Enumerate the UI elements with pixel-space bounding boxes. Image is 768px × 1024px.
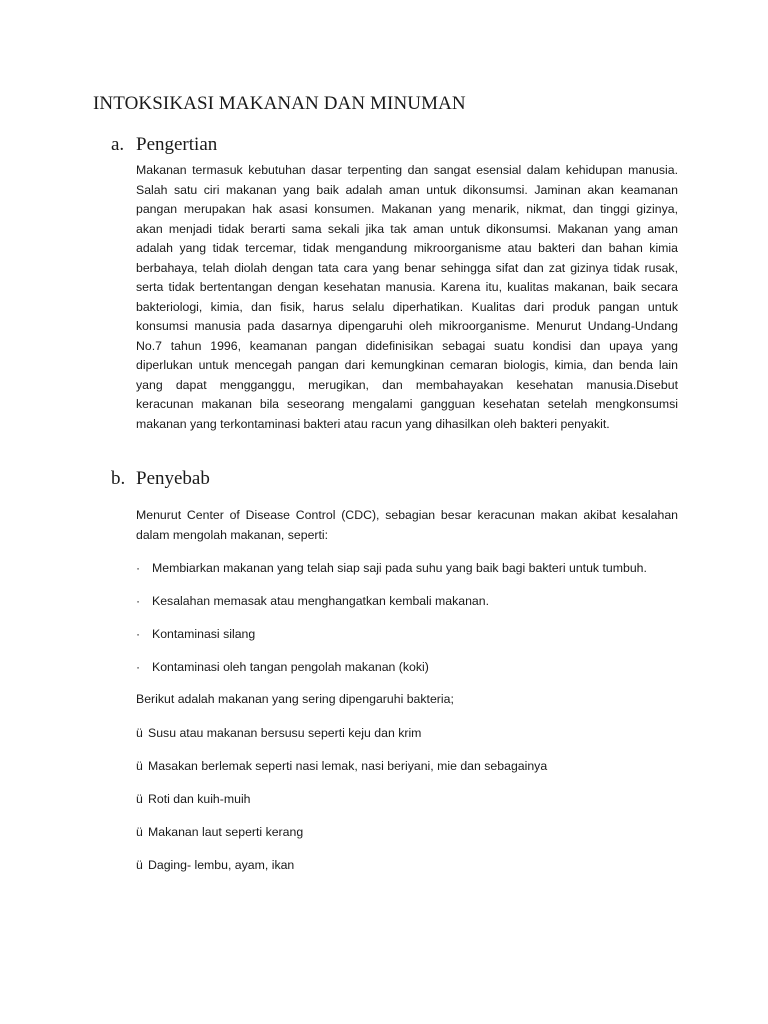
checkmark-icon: ü bbox=[136, 825, 143, 839]
paragraph-line: akan menjadi tidak berarti sama sekali jika tak aman untuk dikonsumsi. Makanan yang aman bbox=[136, 221, 678, 236]
list-item-text: Membiarkan makanan yang telah siap saji pada suhu yang baik bagi bakteri untuk tumbuh. bbox=[152, 561, 647, 575]
list-item bbox=[136, 825, 303, 839]
bullet-icon: · bbox=[136, 561, 141, 575]
list-item bbox=[136, 726, 421, 740]
paragraph-line: yang dapat mengganggu, merugikan, dan membahayakan kesehatan manusia.Disebut bbox=[136, 377, 678, 392]
list-item-text: Kontaminasi oleh tangan pengolah makanan (koki) bbox=[152, 660, 429, 674]
list-item-text: Makanan laut seperti kerang bbox=[148, 825, 304, 839]
list-item bbox=[136, 627, 255, 641]
bullet-icon: · bbox=[136, 660, 141, 674]
pengertian-paragraph bbox=[136, 161, 678, 434]
foods-intro-text: Berikut adalah makanan yang sering dipengaruhi bakteria; bbox=[136, 692, 454, 706]
paragraph-line: konsumsi manusia pada dasarnya dipengaruhi oleh mikroorganisme. Menurut Undang-Undang bbox=[136, 319, 678, 333]
paragraph-line: makanan yang terkontaminasi bakteri atau racun yang dihasilkan oleh bakteri penyakit. bbox=[136, 416, 610, 431]
penyebab-intro-paragraph bbox=[136, 506, 678, 545]
paragraph-line: adalah yang tidak tercemar, tidak mengandung mikroorganisme atau bakteri dan bahan kimia bbox=[136, 241, 678, 255]
paragraph-line: pangan merupakan hak asasi konsumen. Makanan yang menarik, nikmat, dan tinggi gizinya, bbox=[136, 202, 678, 216]
section-marker: a. bbox=[111, 134, 125, 155]
list-item-text: Susu atau makanan bersusu seperti keju dan krim bbox=[148, 726, 422, 740]
checkmark-icon: ü bbox=[136, 759, 143, 773]
paragraph-line: berbahaya, telah diolah dengan tata cara yang benar sehingga sifat dan zat gizinya tidak rusak, bbox=[136, 260, 678, 275]
paragraph-line: Makanan termasuk kebutuhan dasar terpenting dan sangat esensial dalam kehidupan manusia. bbox=[136, 163, 678, 177]
paragraph-line: Menurut Center of Disease Control (CDC), sebagian besar keracunan makan akibat kesalahan bbox=[136, 508, 678, 522]
list-item-text: Roti dan kuih-muih bbox=[148, 792, 251, 806]
list-item bbox=[136, 561, 647, 575]
section-heading-penyebab bbox=[111, 468, 210, 490]
section-heading-text: Pengertian bbox=[136, 134, 218, 155]
bullet-icon: · bbox=[136, 627, 141, 641]
section-heading-text: Penyebab bbox=[136, 468, 210, 489]
checkmark-icon: ü bbox=[136, 858, 143, 872]
list-item bbox=[136, 660, 429, 674]
section-heading-pengertian bbox=[111, 134, 217, 156]
list-item bbox=[136, 792, 251, 806]
paragraph-line: bakteriologi, kimia, dan fisik, harus selalu diperhatikan. Kualitas dari produk pangan untuk bbox=[136, 299, 678, 314]
list-item bbox=[136, 594, 489, 608]
list-item-text: Kontaminasi silang bbox=[152, 627, 256, 641]
bullet-icon: · bbox=[136, 594, 141, 608]
list-item-text: Kesalahan memasak atau menghangatkan kembali makanan. bbox=[152, 594, 490, 608]
paragraph-line: dalam mengolah makanan, seperti: bbox=[136, 527, 329, 542]
paragraph-line: serta tidak bertentangan dengan kesehatan manusia. Karena itu, kualitas makanan, baik secara bbox=[136, 280, 678, 294]
section-marker: b. bbox=[111, 468, 126, 489]
paragraph-line: keracunan makanan bila seseorang mengalami gangguan kesehatan setelah mengkonsumsi bbox=[136, 397, 678, 411]
paragraph-line: No.7 tahun 1996, keamanan pangan didefinisikan sebagai suatu kondisi dan upaya yang bbox=[136, 338, 678, 353]
list-item bbox=[136, 858, 294, 872]
checkmark-icon: ü bbox=[136, 726, 143, 740]
paragraph-line: Salah satu ciri makanan yang baik adalah aman untuk dikonsumsi. Jaminan akan keamanan bbox=[136, 182, 678, 197]
list-item bbox=[136, 759, 547, 773]
checkmark-icon: ü bbox=[136, 792, 143, 806]
document-title: INTOKSIKASI MAKANAN DAN MINUMAN bbox=[93, 93, 466, 114]
list-item-text: Masakan berlemak seperti nasi lemak, nasi beriyani, mie dan sebagainya bbox=[148, 759, 548, 773]
paragraph-line: diperlukan untuk mencegah pangan dari kemungkinan cemaran biologis, kimia, dan benda lain bbox=[136, 358, 678, 372]
list-item-text: Daging- lembu, ayam, ikan bbox=[148, 858, 295, 872]
